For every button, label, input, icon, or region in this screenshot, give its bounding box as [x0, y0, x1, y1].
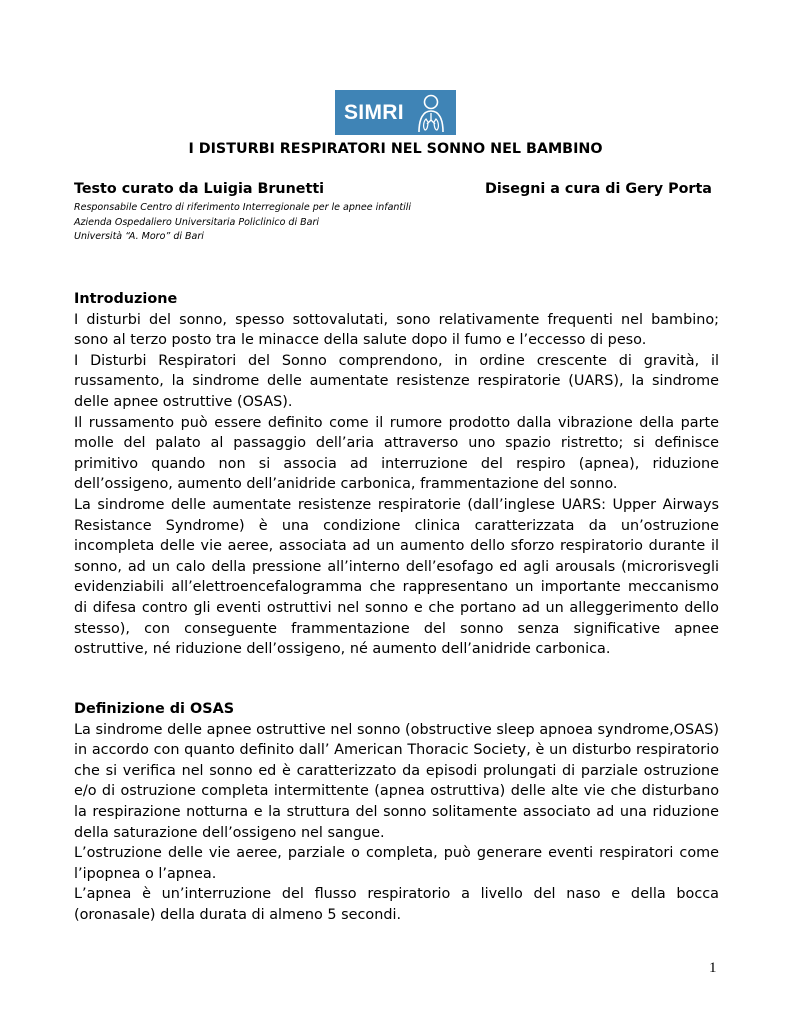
paragraph: I disturbi del sonno, spesso sottovalutati, sono relativamente frequenti nel bambino; sono al terzo posto tra le minacce della salute dopo il fumo e l’eccesso di peso. — [74, 311, 719, 349]
paragraph: I Disturbi Respiratori del Sonno comprendono, in ordine crescente di gravità, il russamento, la sindrome delle aumentate resistenze respiratorie (UARS), la sindrome delle apnee ostruttive (OSAS). — [74, 352, 719, 410]
section-introduction — [74, 289, 719, 660]
logo-text: SIMRI — [344, 100, 404, 124]
simri-logo — [335, 90, 456, 135]
affiliation-line: Responsabile Centro di riferimento Interregionale per le apnee infantili — [74, 202, 412, 213]
text-author: Testo curato da Luigia Brunetti — [74, 181, 325, 197]
section-osas-definition — [74, 699, 719, 926]
affiliation-line: Università “A. Moro” di Bari — [74, 231, 204, 242]
section-heading: Introduzione — [74, 291, 178, 307]
drawings-author: Disegni a cura di Gery Porta — [485, 181, 712, 197]
paragraph: L’ostruzione delle vie aeree, parziale o completa, può generare eventi respiratori come l’ipopnea o l’apnea. — [74, 845, 719, 882]
page-number: 1 — [709, 960, 717, 976]
section-heading: Definizione di OSAS — [74, 701, 235, 717]
paragraph: Il russamento può essere definito come il rumore prodotto dalla vibrazione della parte molle del palato al passaggio dell’aria attraverso uno spazio ristretto; si definisce primitivo quando non si associa ad interruzione del respiro (apnea), riduzione dell’ossigeno, aumento dell’anidride carbonica, frammentazione del sonno. — [74, 414, 719, 493]
paragraph: La sindrome delle apnee ostruttive nel sonno (obstructive sleep apnoea syndrome,OSAS) in accordo con quanto definito dall’ American Thoracic Society, è un disturbo respiratorio che si verifica nel sonno ed è caratterizzato da episodi prolungati di parziale ostruzione e/o di ostruzione completa intermittente (apnea ostruttiva) delle alte vie che disturbano la respirazione notturna e la struttura del sonno solitamente associato ad una riduzione della saturazione dell’ossigeno nel sangue. — [74, 721, 719, 841]
affiliation-line: Azienda Ospedaliero Universitaria Policlinico di Bari — [74, 216, 319, 228]
paragraph: L’apnea è un’interruzione del flusso respiratorio a livello del naso e della bocca (oronasale) della durata di almeno 5 secondi. — [74, 886, 719, 923]
affiliation-block — [74, 201, 411, 245]
document-title: I DISTURBI RESPIRATORI NEL SONNO NEL BAMBINO — [188, 141, 603, 157]
person-lungs-icon — [416, 93, 446, 133]
paragraph: La sindrome delle aumentate resistenze respiratorie (dall’inglese UARS: Upper Airways Resistance Syndrome) è una condizione clinica caratterizzata da un’ostruzione incompleta delle vie aeree, associata ad un aumento dello sforzo respiratorio durante il sonno, ad un calo della pressione all’interno dell’esofago ed agli arousals (microrisvegli evidenziabili all’elettroencefalogramma che rappresentano un importante meccanismo di difesa contro gli eventi ostruttivi nel sonno e che portano ad un alleggerimento dello stesso), con conseguente frammentazione del sonno senza significative apnee ostruttive, né riduzione dell’ossigeno, né aumento dell’anidride carbonica. — [74, 496, 719, 658]
